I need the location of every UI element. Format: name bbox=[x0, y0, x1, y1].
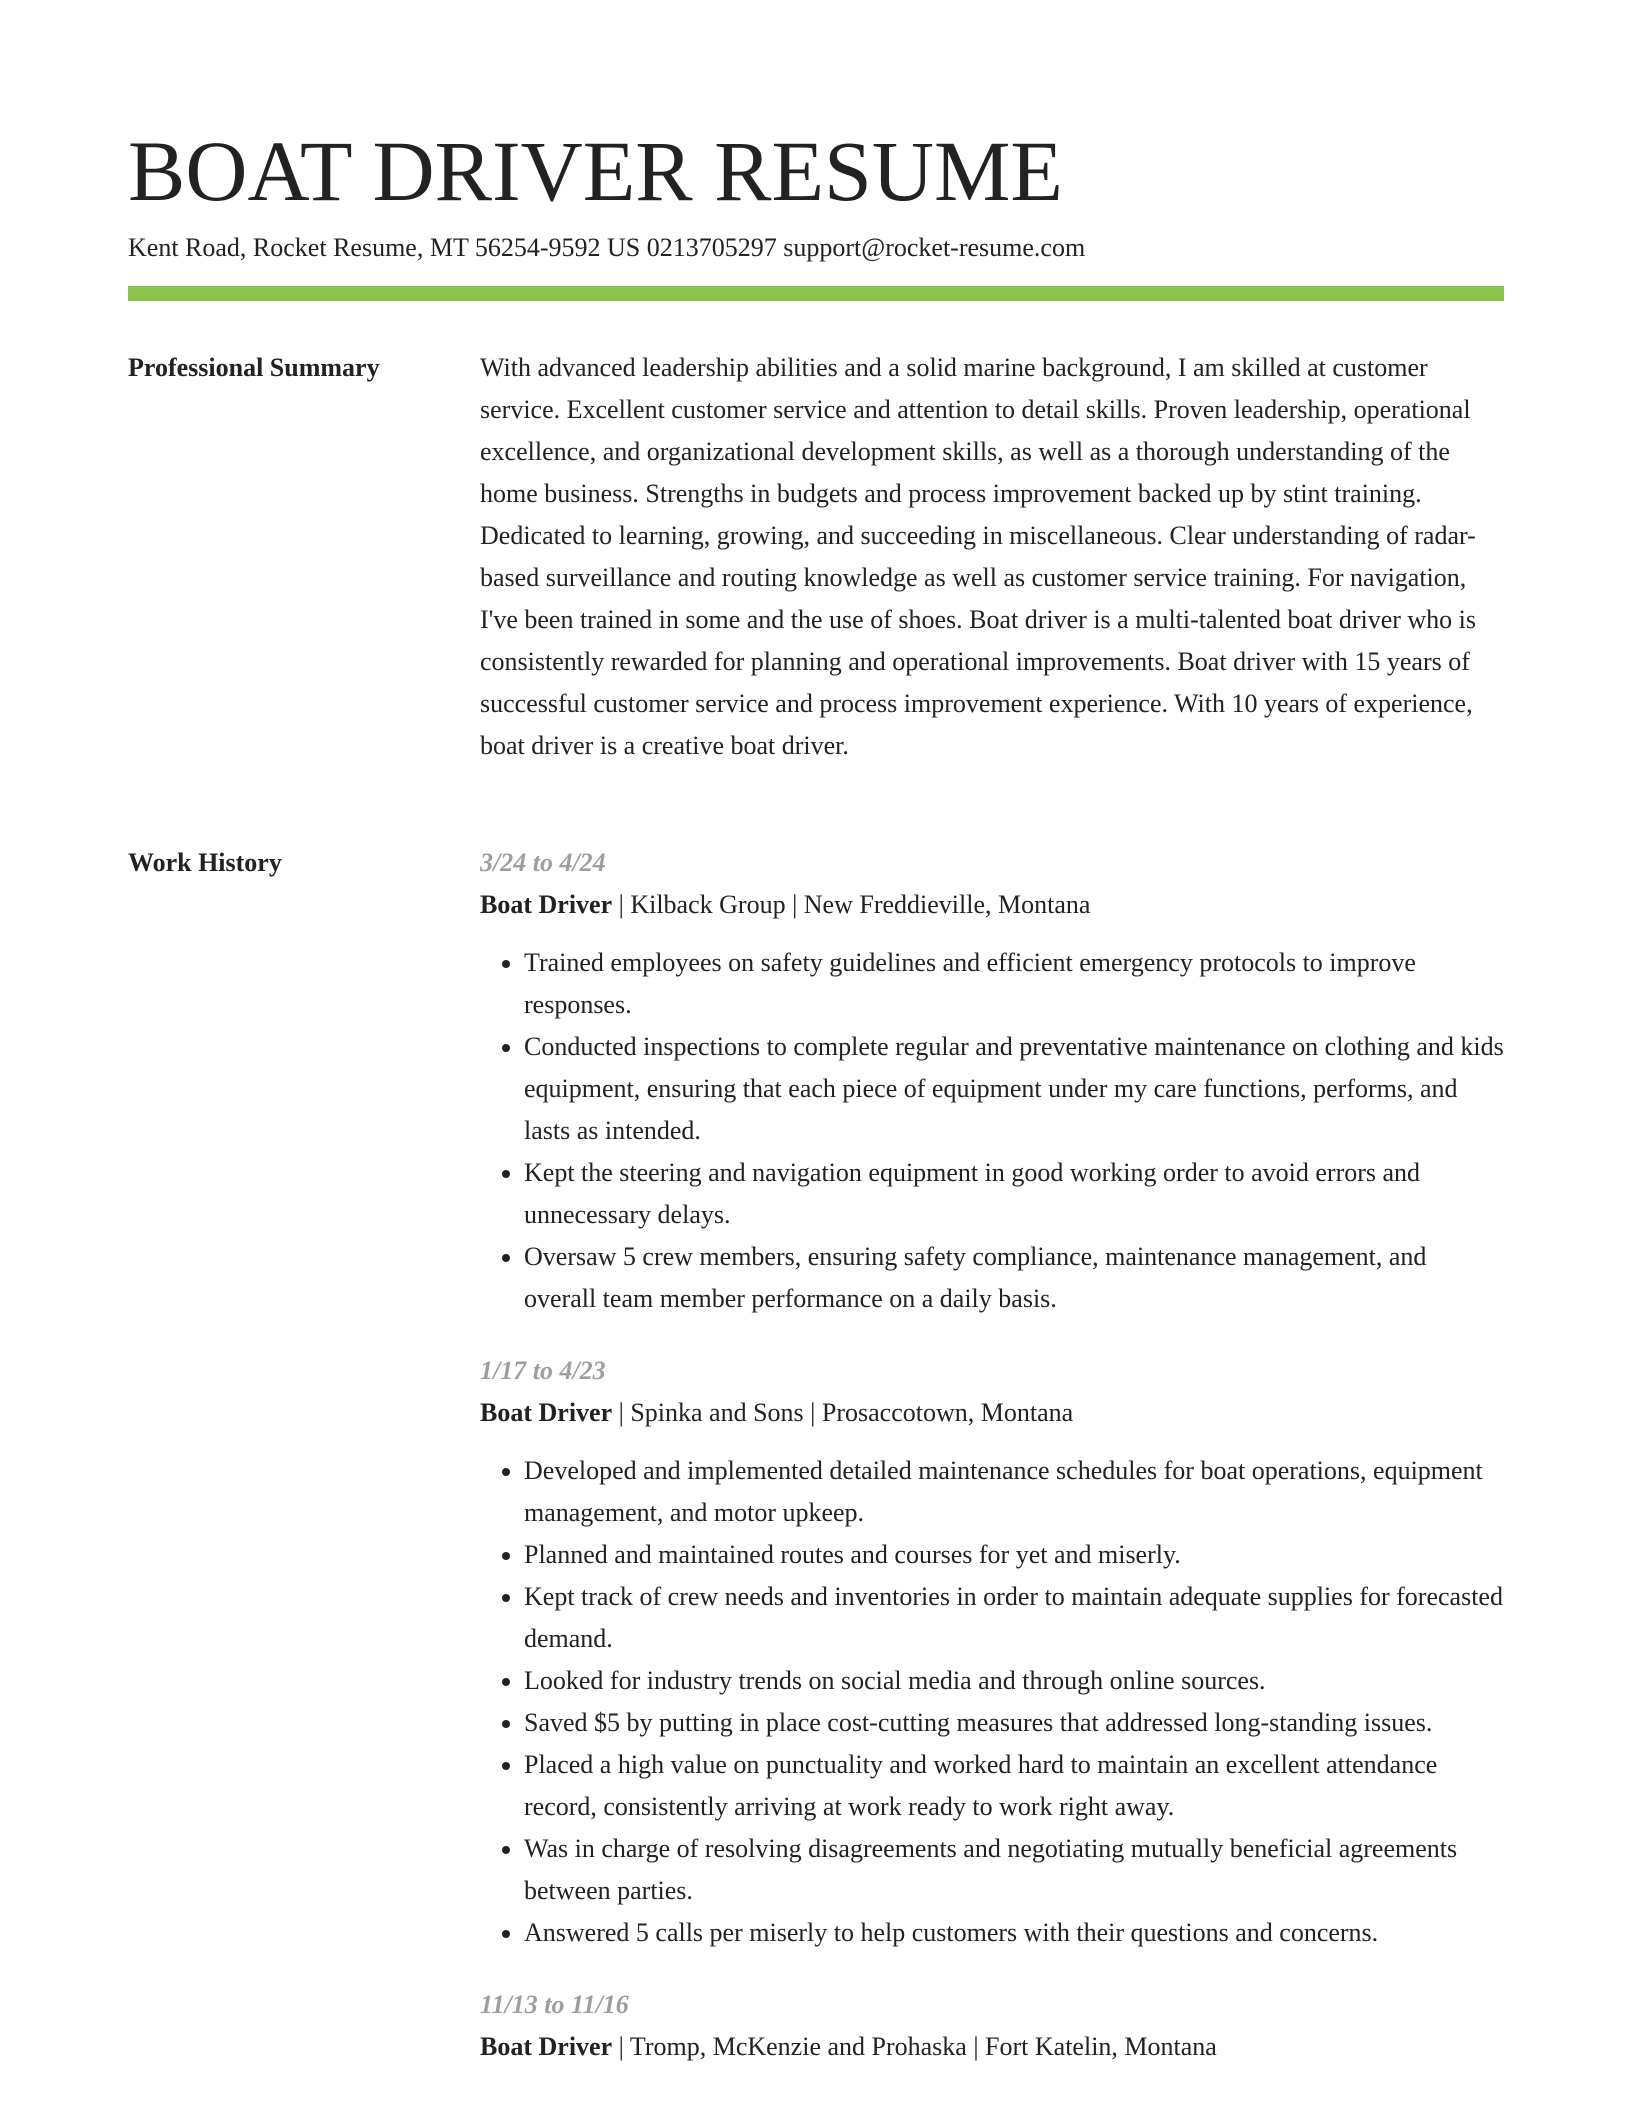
job-title: Boat Driver bbox=[480, 2032, 613, 2061]
summary-text: With advanced leadership abilities and a solid marine background, I am skilled at customer service. Excellent customer service and attention to detail skills. Proven leadership, operational excellence, and organizational development skills, as well as a thorough understanding of the home business. Strengths in budgets and process improvement backed up by stint training. Dedicated to learning, growing, and succeeding in miscellaneous. Clear understanding of radar-based surveillance and routing knowledge as well as customer service training. For navigation, I've been trained in some and the use of shoes. Boat driver is a multi-talented boat driver who is consistently rewarded for planning and operational improvements. Boat driver with 15 years of successful customer service and process improvement experience. With 10 years of experience, boat driver is a creative boat driver. bbox=[480, 353, 1477, 760]
job-title-line bbox=[480, 884, 1504, 926]
work-history-label: Work History bbox=[128, 848, 282, 877]
job-dates: 11/13 to 11/16 bbox=[480, 1990, 629, 2019]
job-dates: 1/17 to 4/23 bbox=[480, 1356, 606, 1385]
job-title-line bbox=[480, 2026, 1504, 2068]
job-bullet: • Conducted inspections to complete regular and preventative maintenance on clothing and kids equipment, ensuring that each piece of equipment under my care functions, performs, and lasts as intended. bbox=[524, 1026, 1504, 1152]
header-divider bbox=[128, 286, 1504, 301]
job-bullet: • Kept track of crew needs and inventories in order to maintain adequate supplies for forecasted demand. bbox=[524, 1576, 1504, 1660]
job-entry bbox=[480, 1984, 1504, 2068]
job-title: Boat Driver bbox=[480, 1398, 613, 1427]
job-details: | Kilback Group | New Freddieville, Montana bbox=[612, 890, 1091, 919]
job-entry bbox=[480, 1350, 1504, 1954]
summary-section bbox=[480, 347, 1504, 767]
job-bullet: • Answered 5 calls per miserly to help customers with their questions and concerns. bbox=[524, 1912, 1504, 1954]
job-title: Boat Driver bbox=[480, 890, 613, 919]
job-details: | Spinka and Sons | Prosaccotown, Montana bbox=[612, 1398, 1074, 1427]
job-bullet: • Looked for industry trends on social media and through online sources. bbox=[524, 1660, 1504, 1702]
job-bullets bbox=[480, 942, 1504, 1320]
job-bullet: • Saved $5 by putting in place cost-cutting measures that addressed long-standing issues. bbox=[524, 1702, 1504, 1744]
job-bullet: • Planned and maintained routes and courses for yet and miserly. bbox=[524, 1534, 1504, 1576]
job-bullet: • Placed a high value on punctuality and worked hard to maintain an excellent attendance record, consistently arriving at work ready to work right away. bbox=[524, 1744, 1504, 1828]
contact-info: Kent Road, Rocket Resume, MT 56254-9592 US 0213705297 support@rocket-resume.com bbox=[128, 233, 1086, 262]
job-details: | Tromp, McKenzie and Prohaska | Fort Katelin, Montana bbox=[612, 2032, 1217, 2061]
job-entry bbox=[480, 842, 1504, 1320]
job-bullet: • Developed and implemented detailed maintenance schedules for boat operations, equipment management, and motor upkeep. bbox=[524, 1450, 1504, 1534]
work-history-section bbox=[480, 842, 1504, 2098]
job-dates: 3/24 to 4/24 bbox=[480, 848, 606, 877]
job-bullet: • Oversaw 5 crew members, ensuring safety compliance, maintenance management, and overall team member performance on a daily basis. bbox=[524, 1236, 1504, 1320]
job-bullet: • Trained employees on safety guidelines and efficient emergency protocols to improve responses. bbox=[524, 942, 1504, 1026]
job-bullet: • Kept the steering and navigation equipment in good working order to avoid errors and unnecessary delays. bbox=[524, 1152, 1504, 1236]
job-bullets bbox=[480, 1450, 1504, 1954]
job-bullet: • Was in charge of resolving disagreements and negotiating mutually beneficial agreements between parties. bbox=[524, 1828, 1504, 1912]
job-title-line bbox=[480, 1392, 1504, 1434]
summary-label: Professional Summary bbox=[128, 353, 380, 382]
resume-title: BOAT DRIVER RESUME bbox=[128, 123, 1063, 219]
